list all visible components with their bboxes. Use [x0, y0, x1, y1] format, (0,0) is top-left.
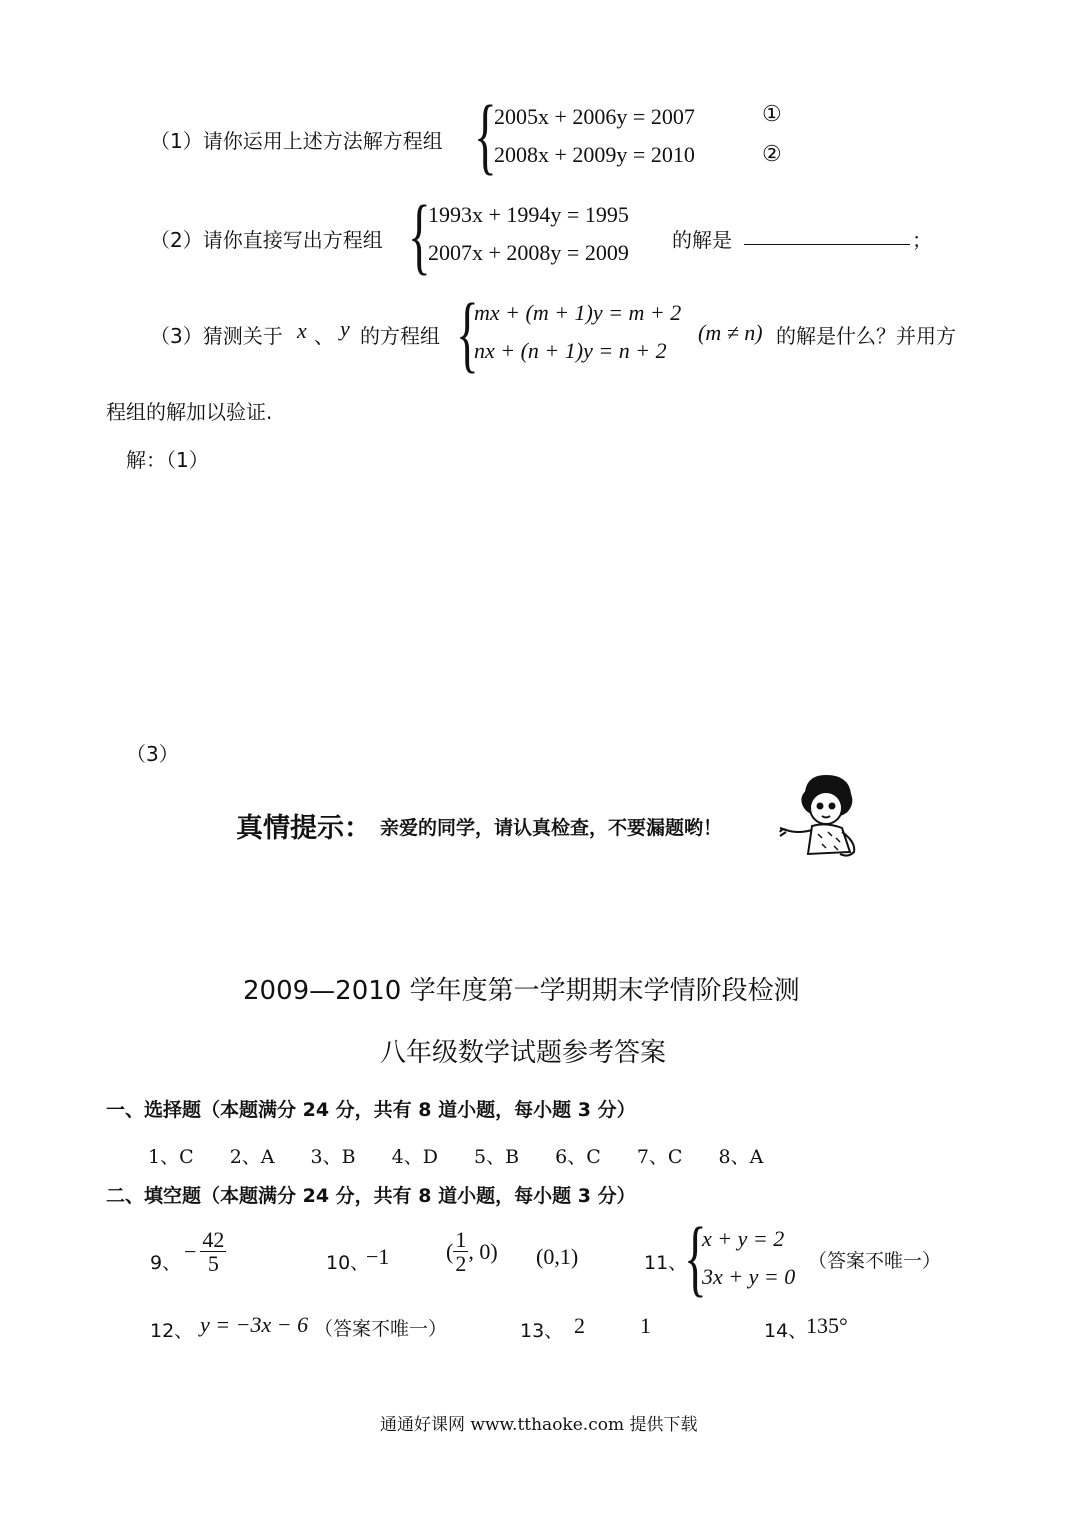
q2-tail: 的解是 — [672, 228, 732, 252]
q3-condition: (m ≠ n) — [698, 320, 763, 345]
q1-brace: { — [474, 87, 497, 183]
q1-eq1: 2005x + 2006y = 2007 — [494, 104, 695, 129]
q3-tail: 的解是什么？并用方 — [776, 324, 956, 348]
a12-note: （答案不唯一） — [314, 1318, 448, 1340]
choice-answer: 3、B — [310, 1146, 356, 1168]
choice-answers — [148, 1142, 763, 1169]
q1-label: （1）请你运用上述方法解方程组 — [150, 129, 443, 153]
a13-value-2: 1 — [640, 1313, 651, 1338]
tip-heading: 真情提示： — [236, 813, 371, 844]
q3-line2: 程组的解加以验证. — [106, 400, 273, 424]
a9-numerator: 42 — [202, 1227, 225, 1252]
q3-var-x: x — [297, 318, 307, 343]
section-2-heading: 二、填空题（本题满分 24 分，共有 8 道小题，每小题 3 分） — [106, 1185, 636, 1207]
q2-label: （2）请你直接写出方程组 — [150, 228, 383, 252]
a14-value: 135° — [806, 1313, 848, 1338]
q3-label: （3）猜测关于 — [150, 324, 283, 348]
a10-point-numerator: 1 — [455, 1227, 467, 1252]
tip-text: 亲爱的同学，请认真检查，不要漏题哟！ — [380, 817, 723, 839]
q3-brace: { — [456, 285, 479, 381]
a11-eq1: x + y = 2 — [702, 1226, 785, 1251]
q3-label2: 的方程组 — [360, 324, 440, 348]
q3-var-y: y — [340, 316, 350, 341]
a10-point-open: ( — [446, 1238, 454, 1264]
q1-mark2: ② — [762, 142, 782, 167]
a10-point-denominator: 2 — [455, 1251, 467, 1277]
choice-answer: 7、C — [636, 1146, 683, 1168]
a11-brace: { — [684, 1209, 707, 1305]
q2-brace: { — [408, 187, 431, 283]
a11-eq2: 3x + y = 0 — [702, 1264, 796, 1289]
choice-answer: 2、A — [229, 1146, 275, 1168]
section-1-heading: 一、选择题（本题满分 24 分，共有 8 道小题，每小题 3 分） — [106, 1099, 636, 1121]
a12-label: 12、 — [150, 1320, 194, 1342]
q2-eq2: 2007x + 2008y = 2009 — [428, 240, 629, 265]
answers-title-1: 2009—2010 学年度第一学期期末学情阶段检测 — [243, 976, 800, 1006]
a9-label: 9、 — [150, 1252, 182, 1274]
a9-sign: − — [184, 1238, 197, 1264]
q3-sep: 、 — [314, 324, 334, 348]
q2-answer-blank[interactable] — [744, 222, 910, 245]
q1-mark1: ① — [762, 102, 782, 127]
a10-point-1 — [446, 1228, 498, 1275]
a10-point-close: , 0) — [468, 1238, 498, 1264]
q1-eq2: 2008x + 2009y = 2010 — [494, 142, 695, 167]
a10-value: −1 — [366, 1244, 390, 1269]
cartoon-boy-pointing-icon — [778, 772, 870, 864]
q3-eq1: mx + (m + 1)y = m + 2 — [474, 300, 682, 325]
a9-fraction — [200, 1228, 226, 1275]
a11-label: 11、 — [644, 1252, 688, 1274]
a12-equation: y = −3x − 6 — [200, 1312, 309, 1337]
a9-value — [184, 1228, 226, 1275]
a14-label: 14、 — [764, 1320, 808, 1342]
a10-point-fraction — [453, 1228, 468, 1275]
q2-end: ； — [912, 228, 932, 252]
a11-note: （答案不唯一） — [808, 1250, 942, 1272]
a10-label: 10、 — [326, 1252, 370, 1274]
solution-label-3: （3） — [126, 742, 179, 766]
choice-answer: 6、C — [555, 1146, 601, 1168]
a13-label: 13、 — [520, 1320, 564, 1342]
choice-answer: 4、D — [391, 1146, 438, 1168]
q2-eq1: 1993x + 1994y = 1995 — [428, 202, 629, 227]
a13-value-1: 2 — [574, 1313, 585, 1338]
footer-text: 通通好课网 www.tthaoke.com 提供下载 — [380, 1415, 698, 1435]
solution-label-1: 解：（1） — [126, 448, 209, 472]
choice-answer: 1、C — [148, 1146, 194, 1168]
choice-answer: 5、B — [474, 1146, 520, 1168]
choice-answer: 8、A — [718, 1146, 764, 1168]
q3-eq2: nx + (n + 1)y = n + 2 — [474, 338, 667, 363]
answers-title-2: 八年级数学试题参考答案 — [380, 1038, 667, 1068]
a9-denominator: 5 — [207, 1251, 219, 1277]
a10-point-2: (0,1) — [536, 1244, 579, 1269]
